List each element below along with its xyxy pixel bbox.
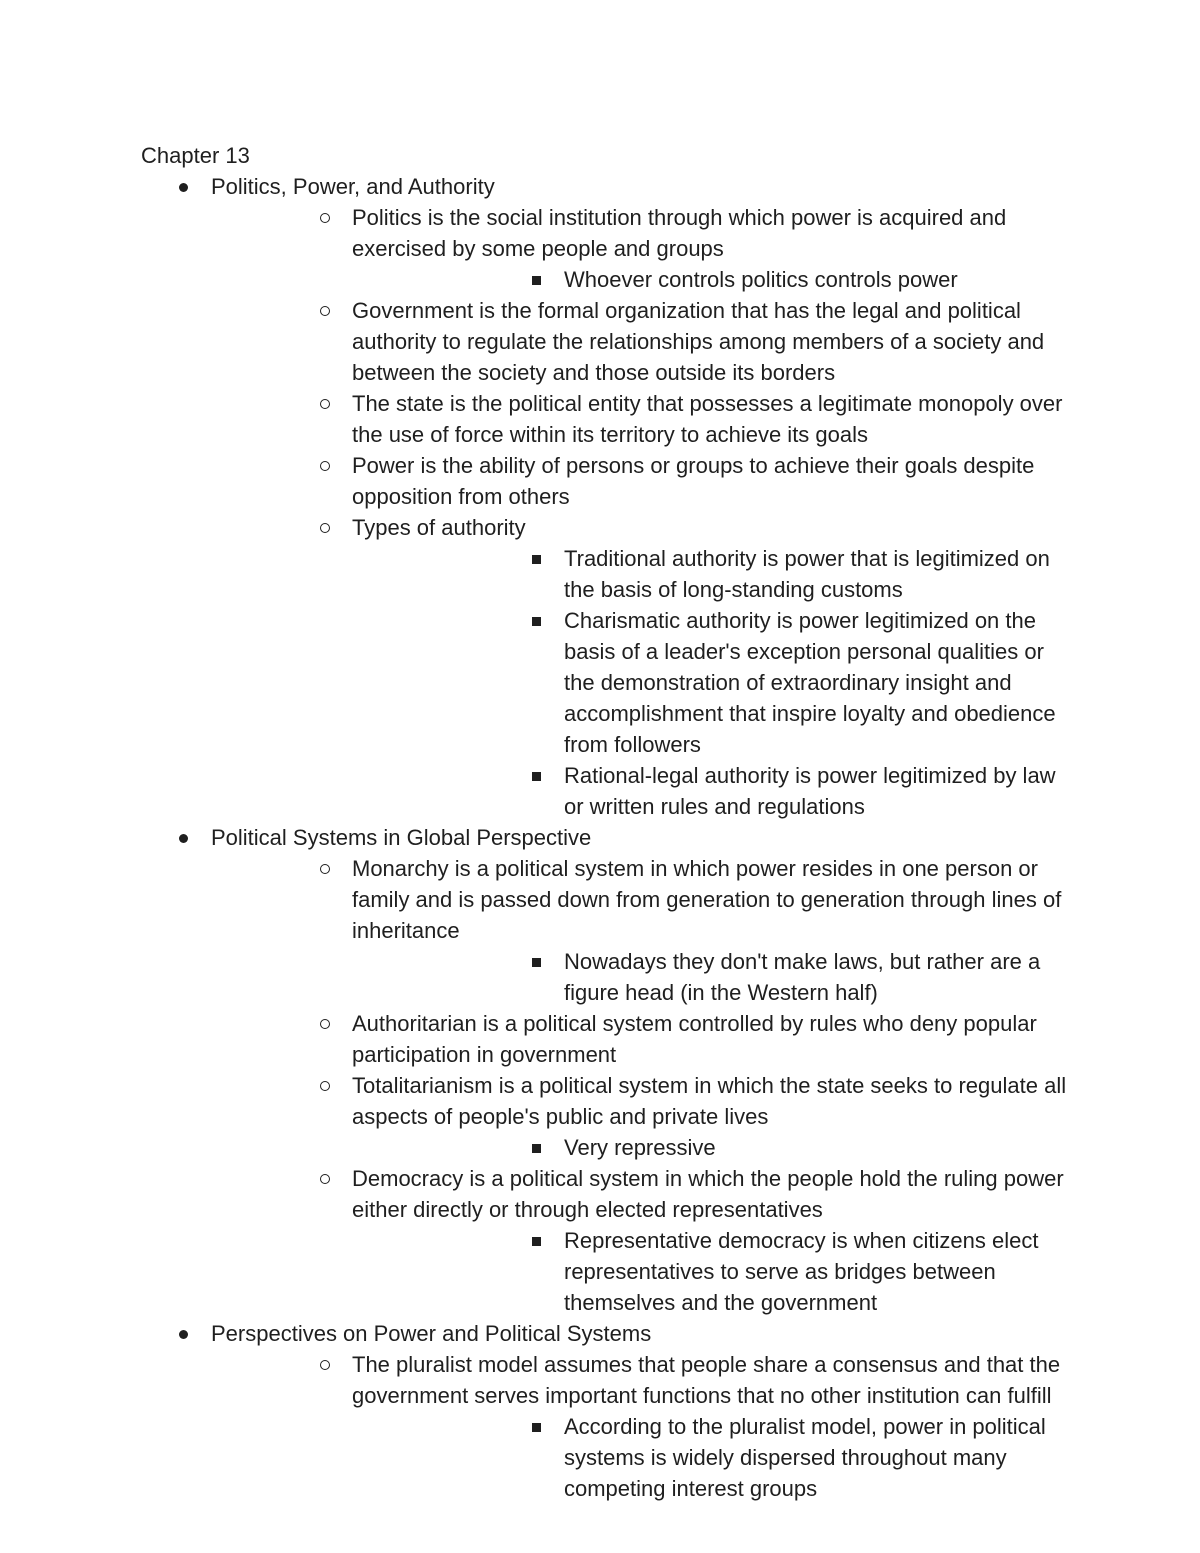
outline-item [211, 202, 1071, 295]
subitem-text: Charismatic authority is power legitimized on the basis of a leader's exception personal qualities or the demonstration of extraordinary insight and accomplishment that inspire loyalty and obedience from followers [564, 608, 1056, 757]
item-text: Authoritarian is a political system controlled by rules who deny popular participation in government [352, 1011, 1037, 1067]
outline-section [141, 822, 1071, 1318]
circle-bullet-icon [320, 306, 330, 316]
section-heading: Perspectives on Power and Political Systems [211, 1321, 652, 1346]
outline-item [211, 512, 1071, 822]
circle-bullet-icon [320, 1360, 330, 1370]
subitem-list [352, 1132, 1071, 1163]
circle-bullet-icon [320, 1019, 330, 1029]
circle-bullet-icon [320, 1081, 330, 1091]
section-heading: Politics, Power, and Authority [211, 174, 495, 199]
disc-bullet-icon [179, 1330, 188, 1339]
outline-section [141, 171, 1071, 822]
subitem-list [352, 946, 1071, 1008]
disc-bullet-icon [179, 183, 188, 192]
subitem-list [352, 1225, 1071, 1318]
item-text: The state is the political entity that possesses a legitimate monopoly over the use of force within its territory to achieve its goals [352, 391, 1063, 447]
outline-subitem [352, 760, 1071, 822]
outline-section [141, 1318, 1071, 1504]
disc-bullet-icon [179, 834, 188, 843]
subitem-list [352, 1411, 1071, 1504]
section-items [211, 1349, 1071, 1504]
subitem-text: Whoever controls politics controls power [564, 267, 958, 292]
square-bullet-icon [532, 617, 541, 626]
square-bullet-icon [532, 1144, 541, 1153]
circle-bullet-icon [320, 864, 330, 874]
item-text: Politics is the social institution through which power is acquired and exercised by some people and groups [352, 205, 1007, 261]
circle-bullet-icon [320, 461, 330, 471]
section-items [211, 853, 1071, 1318]
outline-subitem [352, 946, 1071, 1008]
square-bullet-icon [532, 276, 541, 285]
circle-bullet-icon [320, 399, 330, 409]
section-items [211, 202, 1071, 822]
document-page [141, 140, 1071, 1504]
outline-subitem [352, 1132, 1071, 1163]
outline-item [211, 1163, 1071, 1318]
subitem-text: Rational-legal authority is power legitimized by law or written rules and regulations [564, 763, 1056, 819]
subitem-text: Traditional authority is power that is legitimized on the basis of long-standing customs [564, 546, 1050, 602]
outline-item [211, 1070, 1071, 1163]
outline-item [211, 1008, 1071, 1070]
square-bullet-icon [532, 772, 541, 781]
subitem-list [352, 543, 1071, 822]
page-title: Chapter 13 [141, 143, 250, 168]
subitem-text: Nowadays they don't make laws, but rather are a figure head (in the Western half) [564, 949, 1041, 1005]
square-bullet-icon [532, 1237, 541, 1246]
outline-item [211, 450, 1071, 512]
outline-subitem [352, 1225, 1071, 1318]
subitem-text: Very repressive [564, 1135, 716, 1160]
square-bullet-icon [532, 555, 541, 564]
outline-item [211, 388, 1071, 450]
outline-list [141, 171, 1071, 1504]
item-text: Government is the formal organization that has the legal and political authority to regulate the relationships among members of a society and between the society and those outside its borders [352, 298, 1045, 385]
circle-bullet-icon [320, 1174, 330, 1184]
outline-item [211, 295, 1071, 388]
item-text: Monarchy is a political system in which power resides in one person or family and is passed down from generation to generation through lines of inheritance [352, 856, 1062, 943]
item-text: Democracy is a political system in which the people hold the ruling power either directly or through elected representatives [352, 1166, 1064, 1222]
outline-subitem [352, 264, 1071, 295]
outline-item [211, 1349, 1071, 1504]
section-heading: Political Systems in Global Perspective [211, 825, 592, 850]
subitem-list [352, 264, 1071, 295]
subitem-text: According to the pluralist model, power in political systems is widely dispersed throughout many competing interest groups [564, 1414, 1046, 1501]
outline-item [211, 853, 1071, 1008]
subitem-text: Representative democracy is when citizens elect representatives to serve as bridges between themselves and the government [564, 1228, 1039, 1315]
circle-bullet-icon [320, 523, 330, 533]
item-text: Types of authority [352, 515, 526, 540]
item-text: Totalitarianism is a political system in which the state seeks to regulate all aspects of people's public and private lives [352, 1073, 1067, 1129]
item-text: Power is the ability of persons or groups to achieve their goals despite opposition from others [352, 453, 1035, 509]
outline-subitem [352, 605, 1071, 760]
circle-bullet-icon [320, 213, 330, 223]
square-bullet-icon [532, 958, 541, 967]
item-text: The pluralist model assumes that people share a consensus and that the government serves important functions that no other institution can fulfill [352, 1352, 1061, 1408]
outline-subitem [352, 1411, 1071, 1504]
square-bullet-icon [532, 1423, 541, 1432]
outline-subitem [352, 543, 1071, 605]
